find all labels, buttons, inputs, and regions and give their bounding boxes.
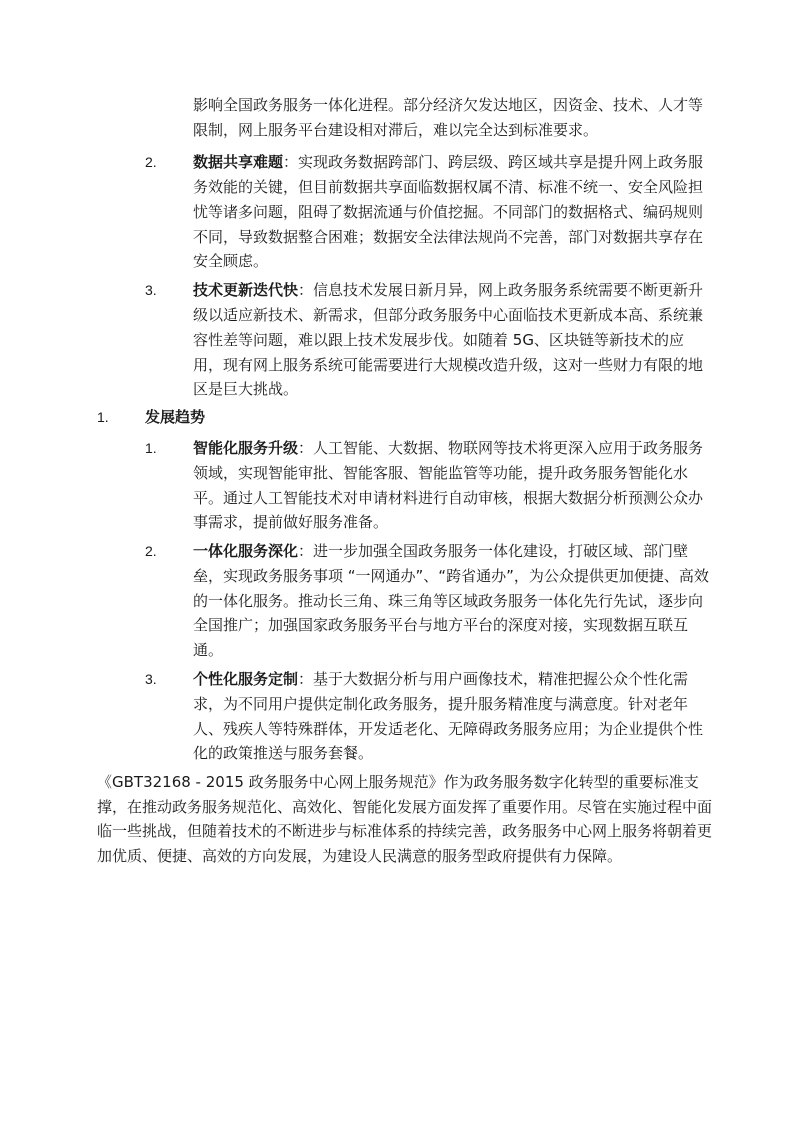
challenge-3-title: 技术更新迭代快 [193,281,299,299]
trend-3-number: 3. [145,671,157,687]
trend-1-line: 事需求，提前做好服务准备。 [193,513,389,531]
trend-2-title: 一体化服务深化 [193,542,299,560]
challenge-3-line: 区是巨大挑战。 [193,380,299,398]
trend-2-number: 2. [145,543,157,559]
trend-1-first-line [193,438,703,458]
challenge-3-line: 用，现有网上服务系统可能需要进行大规模改造升级，这对一些财力有限的地 [193,356,704,374]
section-trends-heading: 发展趋势 [145,408,206,426]
trend-2-line: 通。 [193,641,224,659]
intro-line-2: 限制，网上服务平台建设相对滞后，难以完全达到标准要求。 [193,121,599,139]
challenge-2-line: 安全顾虑。 [193,252,269,270]
trend-1-first-text: ：人工智能、大数据、物联网等技术将更深入应用于政务服务 [298,439,704,457]
trend-1-number: 1. [145,440,157,456]
intro-line-1: 影响全国政务服务一体化进程。部分经济欠发达地区，因资金、技术、人才等 [193,96,704,114]
trend-2-line: 的一体化服务。推动长三角、珠三角等区域政务服务一体化先行先试，逐步向 [193,592,704,610]
challenge-2-title: 数据共享难题 [193,153,284,171]
challenge-2-number: 2. [145,154,157,170]
challenge-2-first-text: ：实现政务数据跨部门、跨层级、跨区域共享是提升网上政务服 [283,153,704,171]
conclusion-line-3: 临一些挑战，但随着技术的不断进步与标准体系的持续完善，政务服务中心网上服务将朝着更 [97,822,713,840]
trend-3-first-line [193,669,688,689]
trend-1-title: 智能化服务升级 [193,439,299,457]
trend-3-line: 求，为不同用户提供定制化政务服务，提升服务精准度与满意度。针对老年 [193,695,689,713]
challenge-3-first-line [193,280,703,300]
trend-2-line: 垒，实现政务服务事项 “一网通办”、“跨省通办”，为公众提供更加便捷、高效 [193,567,709,585]
trend-2-first-line [193,541,688,561]
challenge-2-first-line [193,152,703,172]
challenge-3-line: 级以适应新技术、新需求，但部分政务服务中心面临技术更新成本高、系统兼 [193,306,704,324]
trend-3-line: 化的政策推送与服务套餐。 [193,744,374,762]
conclusion-line-4: 加优质、便捷、高效的方向发展，为建设人民满意的服务型政府提供有力保障。 [97,847,623,865]
trend-2-line: 全国推广；加强国家政务服务平台与地方平台的深度对接，实现数据互联互 [193,616,689,634]
trend-3-line: 人、残疾人等特殊群体，开发适老化、无障碍政务服务应用；为企业提供个性 [193,720,704,738]
trend-3-title: 个性化服务定制 [193,670,299,688]
trend-1-line: 平。通过人工智能技术对申请材料进行自动审核，根据大数据分析预测公众办 [193,489,704,507]
challenge-3-first-text: ：信息技术发展日新月异，网上政务服务系统需要不断更新升 [298,281,704,299]
conclusion-line-1: 《GBT32168 - 2015 政务服务中心网上服务规范》作为政务服务数字化转型的重要标准支 [97,773,699,791]
challenge-2-line: 务效能的关键，但目前数据共享面临数据权属不清、标准不统一、安全风险担 [193,178,704,196]
challenge-2-line: 不同，导致数据整合困难；数据安全法律法规尚不完善，部门对数据共享存在 [193,228,704,246]
trend-1-line: 领域，实现智能审批、智能客服、智能监管等功能，提升政务服务智能化水 [193,464,689,482]
challenge-3-number: 3. [145,282,157,298]
conclusion-line-2: 撑，在推动政务服务规范化、高效化、智能化发展方面发挥了重要作用。尽管在实施过程中面 [97,798,713,816]
section-trends-number: 1. [97,409,109,425]
challenge-2-line: 忧等诸多问题，阻碍了数据流通与价值挖掘。不同部门的数据格式、编码规则 [193,203,704,221]
challenge-3-line: 容性差等问题，难以跟上技术发展步伐。如随着 5G、区块链等新技术的应 [193,331,684,349]
trend-2-first-text: ：进一步加强全国政务服务一体化建设，打破区域、部门壁 [298,542,689,560]
trend-3-first-text: ：基于大数据分析与用户画像技术，精准把握公众个性化需 [298,670,689,688]
